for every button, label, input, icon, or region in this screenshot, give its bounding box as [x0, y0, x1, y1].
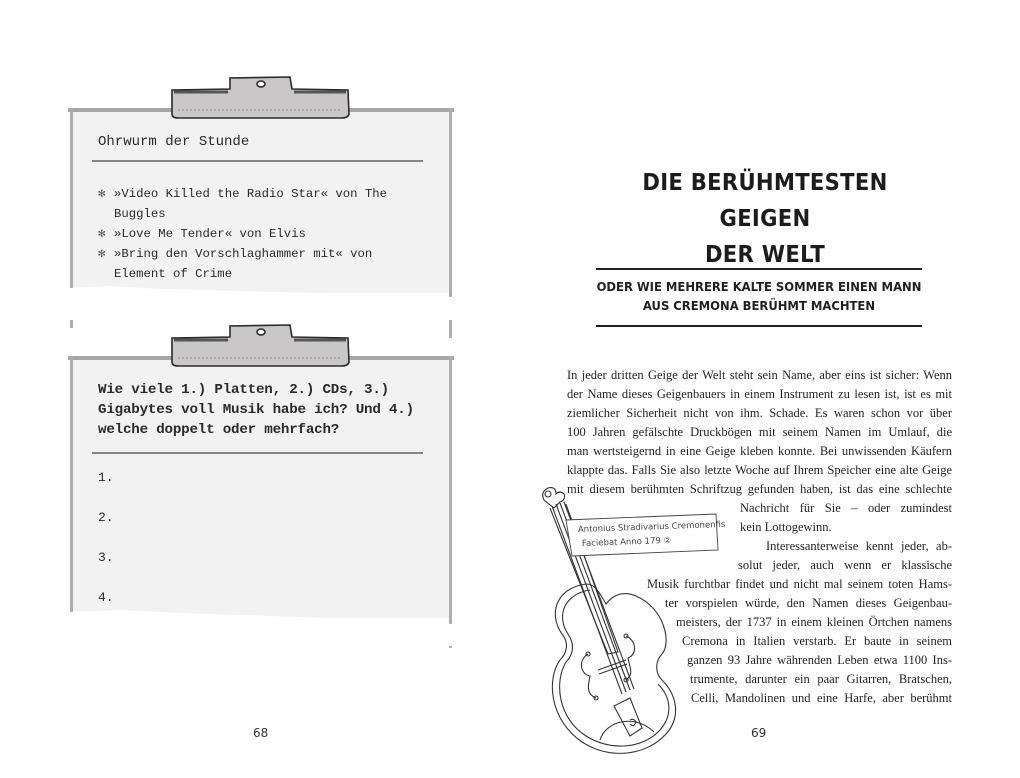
- violin-illustration-icon: [526, 484, 726, 764]
- list-item: ✻ »Love Me Tender« von Elvis: [98, 224, 428, 244]
- asterisk-icon: ✻: [98, 187, 106, 201]
- right-page: DIE BERÜHMTESTEN GEIGEN DER WELT ODER WIE MEHRERE KALTE SOMMER EINEN MANN AUS CREMONA BERÜHMT MACHTEN In jeder dritten Geige der Welt steht sein Name, aber eins ist sicher: Wenn der Name dieses Geigenbauers in einem Instrument zu lesen ist, ist es mit ziemlicher Sicherheit nicht von ihm. Schade. Es waren schon vor über 100 Jahren gefälschte Druckbögen mit seinem Namen im Umlauf, die man wertsteigernd in eine Geige kleben konnte. Bei unwissenden Käufern klappte das. Falls Sie also letzte Woche auf Ihrem Speicher eine alte Geige mit diesem berühmten Schriftzug gefunden haben, ist das eine schlechte Nachricht für Sie – oder zumindest kein Lottogewinn. Interessanterweise kennt jeder, ab- solut jeder, auch wenn er klassische Musik furchtbar findet und nicht mal seinem toten Hams- ter vorspielen würde, den Namen dieses Geigenbau- meisters, der 1737 in einem kleinen Örtchen namens Cremona in Italien verstarb. Er baute in seinem ganzen 93 Jahre währenden Leben etwa 1100 Ins- trumente, darunter ein paar Gitarren, Bratschen, Celli, Mandolinen und eine Harfe, aber berühmt Antonius Stradivarius Cremonenfis Faciebat Anno 179 ② 69: [510, 0, 1020, 778]
- list-item: ✻ »Video Killed the Radio Star« von The Buggles: [98, 184, 428, 224]
- card-right-edge: [449, 356, 452, 648]
- divider: [92, 452, 423, 454]
- torn-paper-edge: [70, 606, 452, 646]
- title-rule-top: [596, 268, 922, 270]
- page-number: 68: [253, 726, 269, 740]
- card-left-edge: [70, 356, 73, 634]
- card-title: Ohrwurm der Stunde: [98, 134, 250, 150]
- svg-text:Antonius Stradivarius Cremonen: Antonius Stradivarius Cremonenfis: [577, 519, 726, 535]
- answer-line-1[interactable]: 1.: [98, 470, 114, 485]
- svg-text:Faciebat Anno 179 ②: Faciebat Anno 179 ②: [581, 535, 672, 549]
- asterisk-icon: ✻: [98, 247, 106, 261]
- divider: [92, 160, 423, 162]
- clipboard-clip-icon: [170, 74, 350, 120]
- chapter-title: DIE BERÜHMTESTEN GEIGEN DER WELT: [642, 170, 888, 268]
- chapter-subtitle: ODER WIE MEHRERE KALTE SOMMER EINEN MANN AUS CREMONA BERÜHMT MACHTEN: [596, 280, 922, 313]
- answer-line-3[interactable]: 3.: [98, 550, 114, 565]
- answer-line-2[interactable]: 2.: [98, 510, 114, 525]
- song-list: [98, 184, 428, 284]
- earworm-card: [70, 108, 452, 293]
- page-number: 69: [751, 726, 767, 740]
- torn-paper-edge: [70, 280, 452, 320]
- list-item: ✻ »Bring den Vorschlaghammer mit« von Element of Crime: [98, 244, 428, 284]
- question-text: Wie viele 1.) Platten, 2.) CDs, 3.) Gigabytes voll Musik habe ich? Und 4.) welche doppelt oder mehrfach?: [98, 382, 414, 438]
- clipboard-clip-icon: [170, 322, 350, 368]
- title-rule-bottom: [596, 325, 922, 327]
- question-card: [70, 356, 452, 618]
- asterisk-icon: ✻: [98, 227, 106, 241]
- answer-line-4[interactable]: 4.: [98, 590, 114, 605]
